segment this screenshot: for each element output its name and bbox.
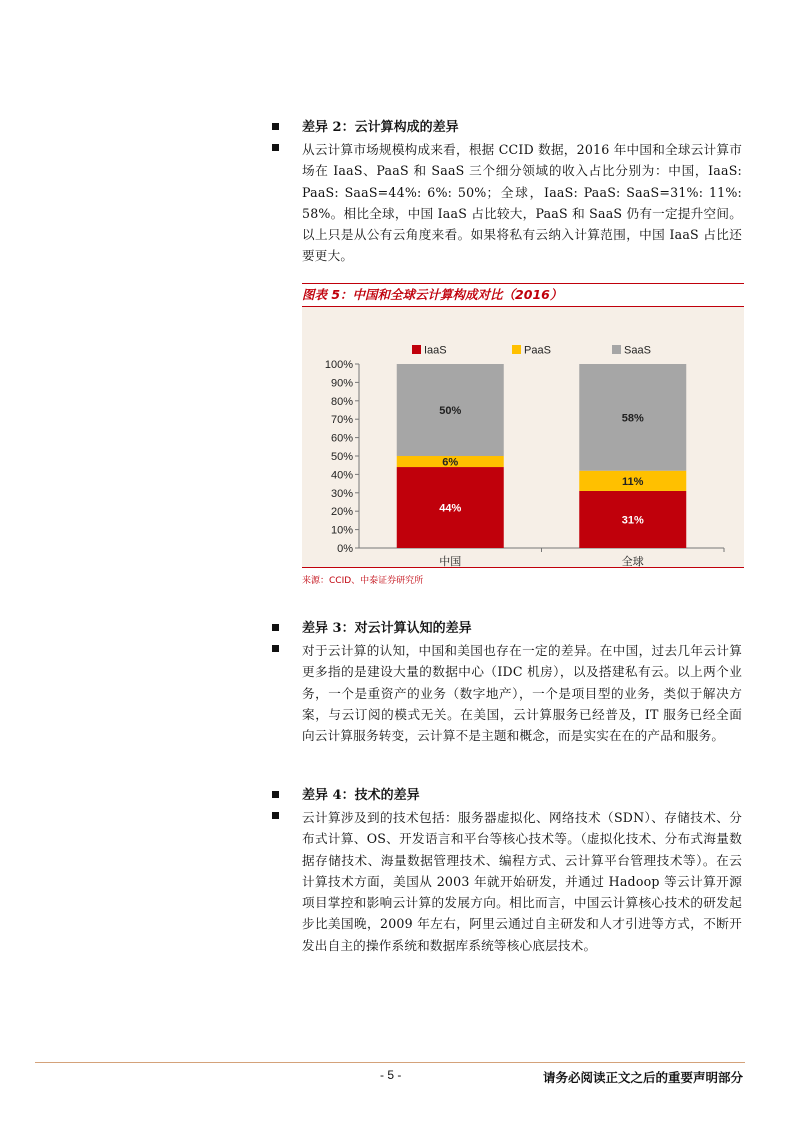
y-tick-label: 50% [330, 451, 353, 463]
data-label: 6% [442, 456, 459, 469]
footer-disclaimer: 请务必阅读正文之后的重要声明部分 [542, 1070, 743, 1085]
figure-source: 来源：CCID、中泰证券研究所 [302, 576, 424, 586]
bullet-square-icon [272, 624, 279, 631]
section-heading-row [272, 619, 742, 639]
section-paragraph: 云计算涉及到的技术包括：服务器虚拟化、网络技术（SDN）、存储技术、分布式计算、OS、开发语言和平台等核心技术等。（虚拟化技术、分布式海量数据存储技术、海量数据管理技术、编程方式、云计算平台管理技术等）。在云计算技术方面，美国从 2003 年就开始研发，并通过 Hadoop 等云计算开源项目掌控和影响云计算的发展方向。相比而言，中国云计算核心技术的研发起步比美国晚，2009 年左右，阿里云通过自主研发和人才引进等方式，不断开发出自主的操作系统和数据库系统等核心底层技术。 [302, 810, 742, 953]
y-tick-label: 0% [337, 543, 353, 555]
bullet-square-icon [272, 123, 279, 130]
bullet-square-icon [272, 645, 279, 652]
section-diff-3 [272, 619, 742, 746]
section-heading-row [272, 786, 742, 806]
y-tick-label: 70% [330, 414, 353, 427]
bullet-square-icon [272, 791, 279, 798]
bullet-square-icon [272, 144, 279, 151]
legend-label: PaaS [524, 344, 551, 357]
legend-swatch [412, 345, 421, 354]
section-diff-4 [272, 786, 742, 956]
stacked-bar-chart [302, 307, 744, 567]
section-paragraph: 从云计算市场规模构成来看，根据 CCID 数据，2016 年中国和全球云计算市场在 IaaS、PaaS 和 SaaS 三个细分领域的收入占比分别为：中国，IaaS: PaaS: SaaS=44%: 6%: 50%；全球，IaaS: PaaS: SaaS=31%: 11%: 58%。相比全球，中国 IaaS 占比较大，PaaS 和 SaaS 仍有一定提升空间。以上只是从公有云角度来看。如果将私有云纳入计算范围，中国 IaaS 占比还要更大。 [302, 142, 742, 264]
y-tick-label: 30% [330, 487, 353, 500]
data-label: 31% [621, 514, 644, 527]
y-tick-label: 20% [330, 506, 353, 519]
y-tick-label: 10% [330, 524, 353, 537]
section-paragraph-row [272, 807, 742, 956]
y-tick-label: 90% [330, 377, 353, 390]
y-tick-label: 100% [324, 359, 353, 371]
figure-title: 图表 5：中国和全球云计算构成对比（2016） [302, 287, 563, 302]
section-heading: 差异 4：技术的差异 [302, 788, 420, 803]
figure-bottom-rule [302, 567, 744, 568]
bullet-square-icon [272, 812, 279, 819]
section-heading-row [272, 118, 742, 138]
x-tick-label: 全球 [621, 556, 644, 567]
y-tick-label: 60% [330, 432, 353, 445]
legend-swatch [512, 345, 521, 354]
legend-label: IaaS [424, 344, 447, 357]
legend-label: SaaS [624, 344, 651, 357]
data-label: 50% [439, 405, 462, 417]
section-heading: 差异 2：云计算构成的差异 [302, 120, 459, 135]
section-paragraph-row [272, 139, 742, 267]
section-heading: 差异 3：对云计算认知的差异 [302, 621, 472, 636]
footer-rule [35, 1062, 745, 1063]
chart-area [302, 307, 744, 567]
section-paragraph: 对于云计算的认知，中国和美国也存在一定的差异。在中国，过去几年云计算更多指的是建设大量的数据中心（IDC 机房），以及搭建私有云。以上两个业务，一个是重资产的业务（数字地产），一个是项目型的业务，类似于解决方案，与云订阅的模式无关。在美国，云计算服务已经普及，IT 服务已经全面向云计算服务转变，云计算不是主题和概念，而是实实在在的产品和服务。 [302, 643, 742, 744]
legend-swatch [612, 345, 621, 354]
data-label: 58% [621, 412, 644, 425]
y-tick-label: 80% [330, 395, 353, 408]
data-label: 11% [622, 475, 644, 488]
page-number: - 5 - [380, 1068, 402, 1082]
figure-5 [302, 283, 744, 586]
data-label: 44% [439, 502, 462, 515]
figure-title-bar [302, 283, 744, 306]
section-paragraph-row [272, 640, 742, 746]
section-diff-2 [272, 118, 742, 267]
y-tick-label: 40% [330, 469, 353, 482]
x-tick-label: 中国 [439, 556, 462, 567]
